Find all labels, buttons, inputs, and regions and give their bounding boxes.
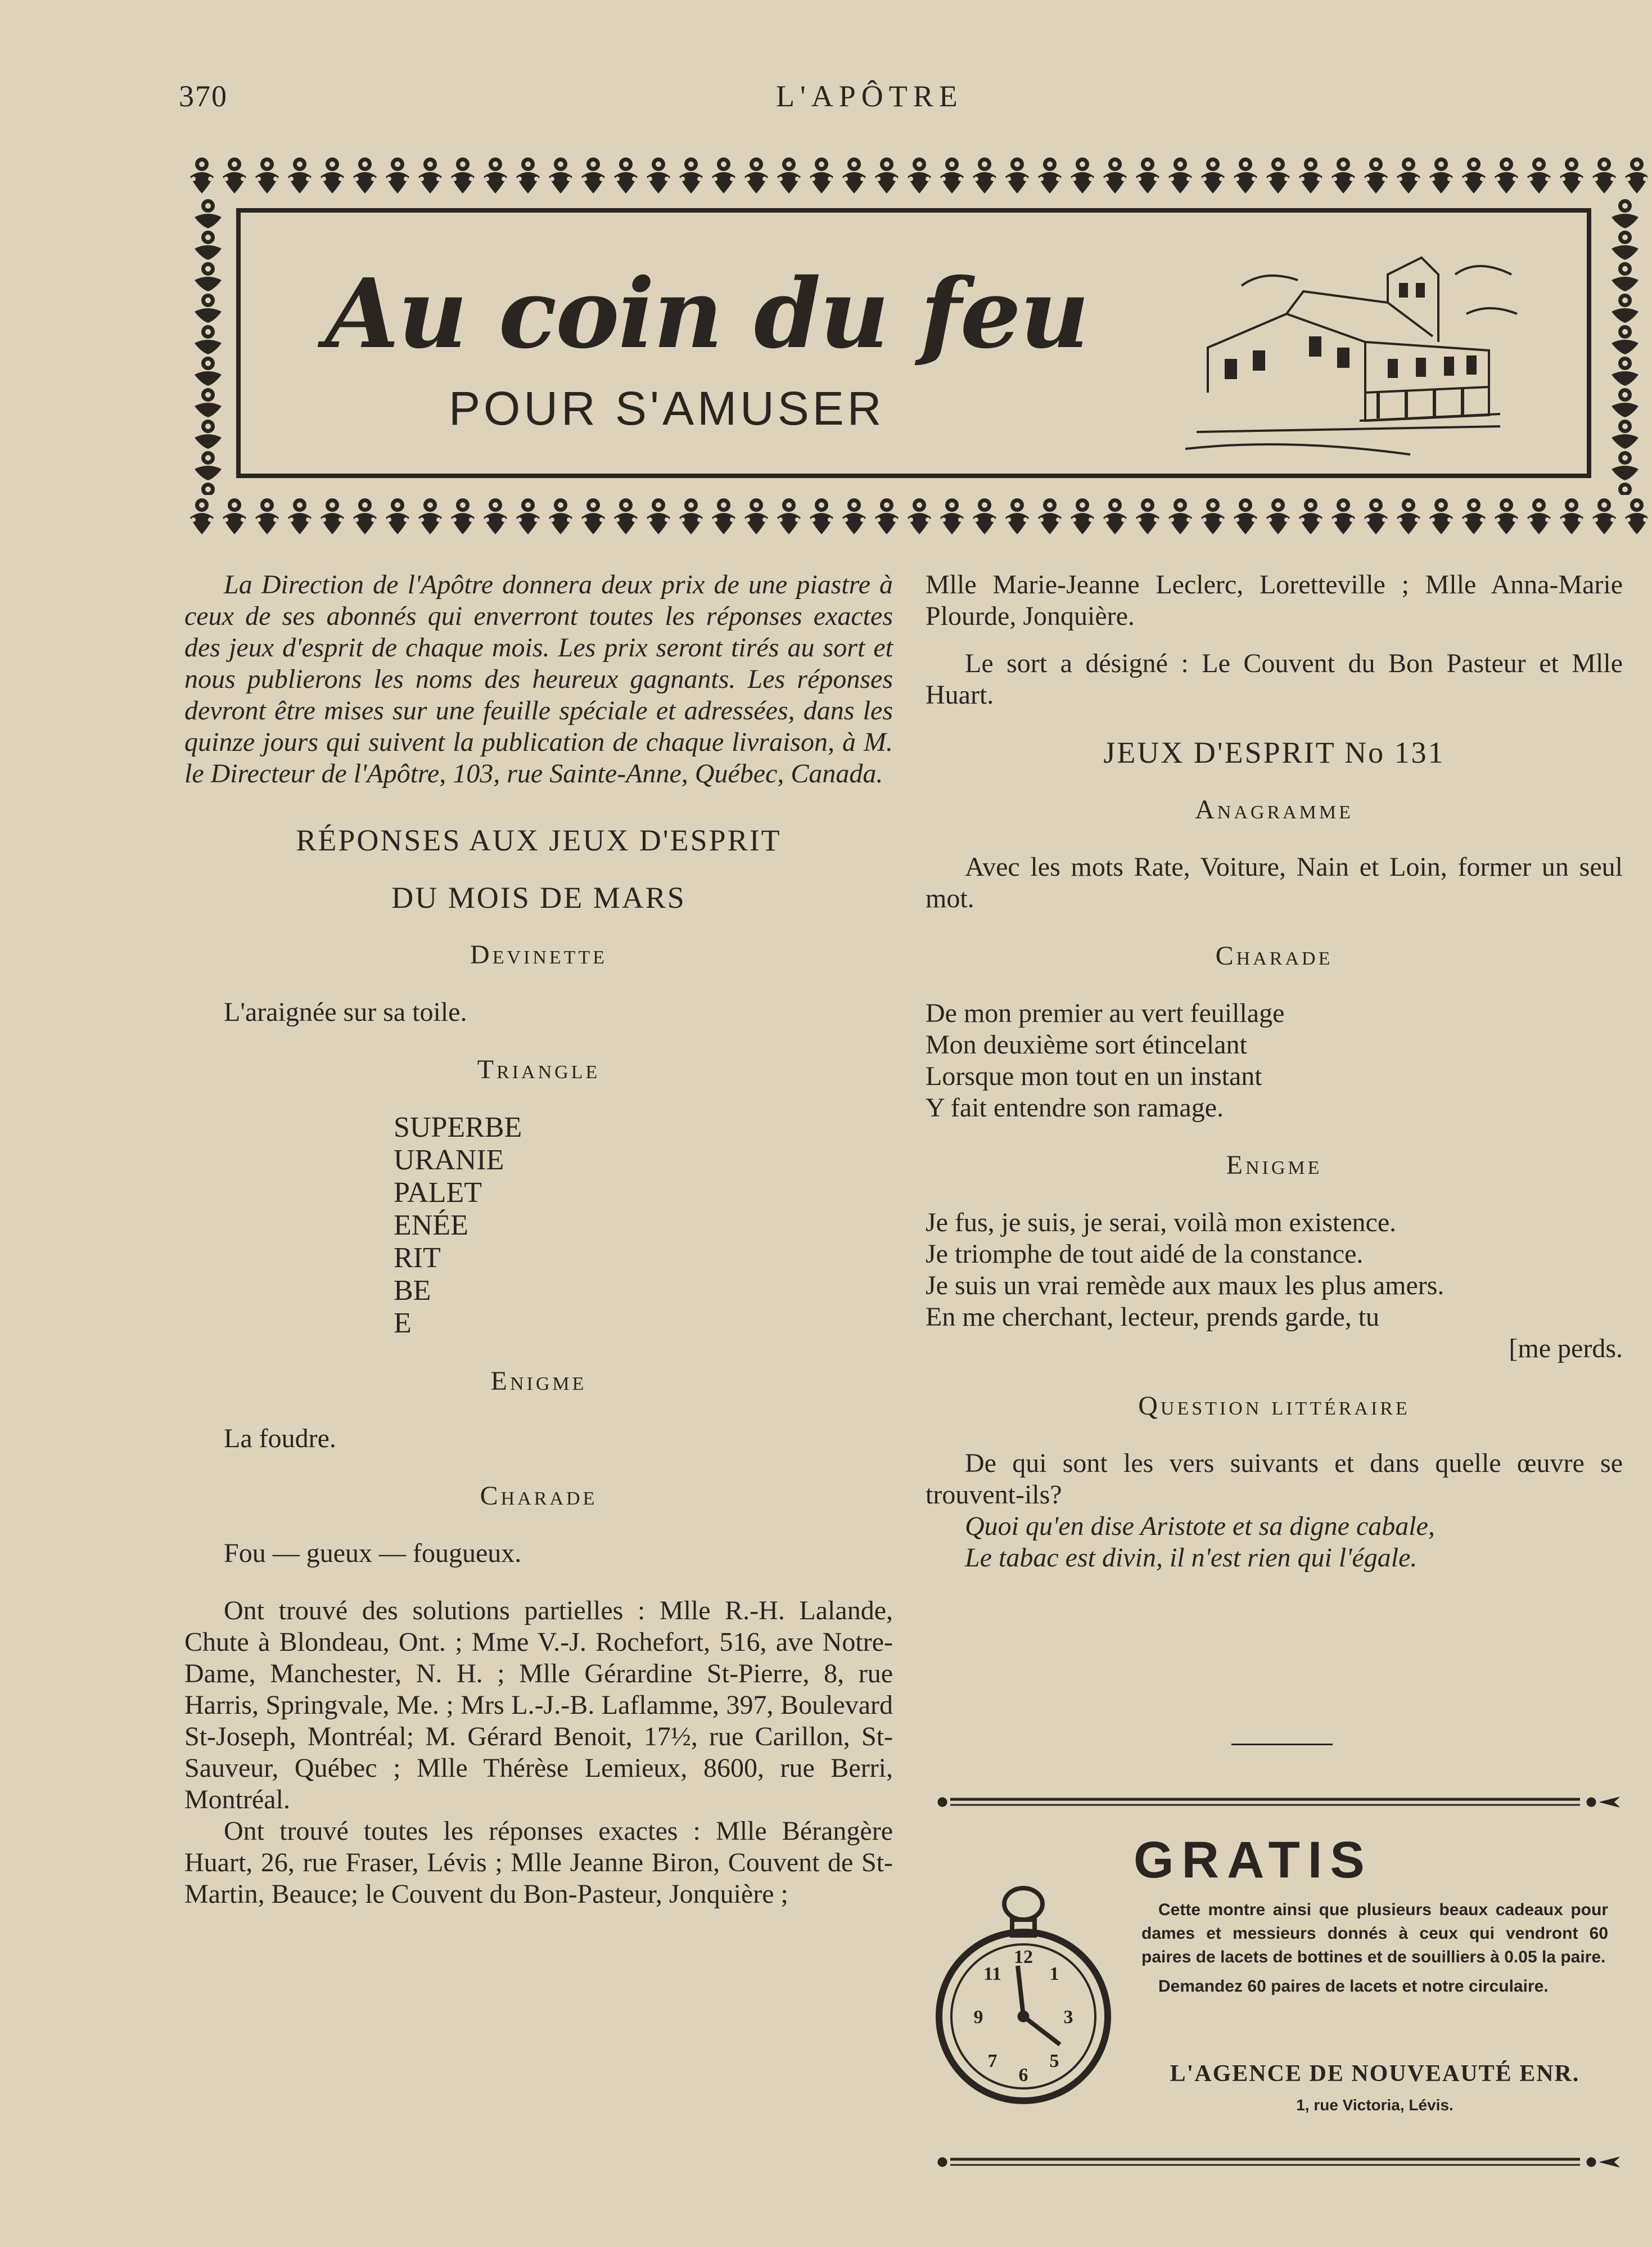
verse-line: En me cherchant, lecteur, prends garde, tu xyxy=(926,1302,1380,1332)
left-column xyxy=(184,569,893,1910)
section-title: Au coin du feu xyxy=(325,258,1089,370)
triangle-line: PALET xyxy=(394,1177,482,1209)
answers-heading: RÉPONSES AUX JEUX D'ESPRIT xyxy=(296,823,782,857)
question-label: Question littéraire xyxy=(1138,1391,1410,1421)
svg-text:11: 11 xyxy=(983,1964,1002,1984)
ornamental-rule-icon xyxy=(933,1791,1631,1814)
ad-heading: GRATIS xyxy=(1134,1831,1373,1889)
enigme-label: Enigme xyxy=(490,1366,587,1396)
all-answers-paragraph: Ont trouvé toutes les réponses exactes : Mlle Bérangère Huart, 26, rue Fraser, Lévis ; Mlle Jeanne Biron, Couvent de St-Martin, Beauce; le Couvent du Bon-Pasteur, Jonquière ; xyxy=(184,1816,893,1909)
running-title: L'APÔTRE xyxy=(776,79,963,113)
charade-label: Charade xyxy=(1215,941,1333,971)
verse-line: De mon premier au vert feuillage xyxy=(926,998,1285,1028)
devinette-answer: L'araignée sur sa toile. xyxy=(224,997,467,1027)
charade-label: Charade xyxy=(480,1481,598,1511)
draw-result-paragraph: Le sort a désigné : Le Couvent du Bon Pasteur et Mlle Huart. xyxy=(926,649,1623,710)
charade-answer: Fou — gueux — fougueux. xyxy=(224,1538,522,1568)
verse-line: Le tabac est divin, il n'est rien qui l'égale. xyxy=(965,1543,1418,1573)
svg-text:12: 12 xyxy=(1014,1947,1033,1967)
ornamental-frieze-icon xyxy=(186,197,231,495)
svg-text:3: 3 xyxy=(1063,2007,1073,2028)
svg-text:5: 5 xyxy=(1049,2051,1059,2072)
devinette-label: Devinette xyxy=(470,940,607,970)
house-illustration-icon xyxy=(1174,252,1523,466)
anagramme-label: Anagramme xyxy=(1195,795,1353,825)
triangle-line: SUPERBE xyxy=(394,1111,522,1143)
partial-solutions-paragraph: Ont trouvé des solutions partielles : Mlle R.-H. Lalande, Chute à Blondeau, Ont. ; Mme V.-J. Rochefort, 516, ave Notre-Dame, Manchester, N. H. ; Mlle Gérardine St-Pierre, 8, rue Harris, Springvale, Me. ; Mrs L.-J.-B. Laflamme, 397, Boulevard St-Joseph, Montréal; M. Gérard Benoit, 17½, rue Carillon, St-Sauveur, Québec ; Mlle Thérèse Lemieux, 8600, rue Berri, Montréal. xyxy=(184,1596,893,1814)
verse-line: Lorsque mon tout en un instant xyxy=(926,1061,1262,1091)
section-subtitle: POUR S'AMUSER xyxy=(449,382,885,435)
quote-verse xyxy=(965,1511,1623,1574)
verse-line: Quoi qu'en dise Aristote et sa digne cabale, xyxy=(965,1511,1435,1541)
question-paragraph: De qui sont les vers suivants et dans quelle œuvre se trouvent-ils? xyxy=(926,1448,1623,1510)
all-answers-continued: Mlle Marie-Jeanne Leclerc, Loretteville ; Mlle Anna-Marie Plourde, Jonquière. xyxy=(926,570,1623,631)
enigme-verse xyxy=(926,1207,1623,1365)
pocket-watch-illustration-icon xyxy=(933,1859,1119,2129)
verse-line: Je triomphe de tout aidé de la constance. xyxy=(926,1239,1364,1269)
page-number: 370 xyxy=(179,79,228,113)
agency-name: L'AGENCE DE NOUVEAUTÉ ENR. xyxy=(1170,2061,1580,2087)
anagramme-paragraph: Avec les mots Rate, Voiture, Nain et Loin, former un seul mot. xyxy=(926,852,1623,913)
advertisement xyxy=(933,1791,1631,2180)
triangle-line: BE xyxy=(394,1275,431,1307)
svg-text:9: 9 xyxy=(973,2007,983,2028)
answers-heading-month: DU MOIS DE MARS xyxy=(391,881,686,915)
svg-text:1: 1 xyxy=(1049,1964,1059,1984)
verse-line: [me perds. xyxy=(1509,1334,1623,1363)
intro-paragraph: La Direction de l'Apôtre donnera deux prix de une piastre à ceux de ses abonnés qui enverront toutes les réponses exactes des jeux d'esprit de chaque mois. Les prix seront tirés au sort et nous publierons les noms des heureux gagnants. Les réponses devront être mises sur une feuille spéciale et adressées, dans les quinze jours qui suivent la publication de chaque livraison, à M. le Directeur de l'Apôtre, 103, rue Sainte-Anne, Québec, Canada. xyxy=(184,570,893,789)
agency-address: 1, rue Victoria, Lévis. xyxy=(1296,2096,1454,2114)
right-column xyxy=(926,569,1623,1574)
triangle-line: ENÉE xyxy=(394,1209,468,1241)
triangle-answer xyxy=(394,1111,893,1340)
ornamental-frieze-icon xyxy=(186,493,1648,538)
section-banner xyxy=(186,152,1648,540)
ad-paragraph: Cette montre ainsi que plusieurs beaux cadeaux pour dames et messieurs donnés à ceux qui vendront 60 paires de lacets de bottines et de souilliers à 0.05 la paire. xyxy=(1141,1901,1608,1966)
ad-paragraph: Demandez 60 paires de lacets et notre circulaire. xyxy=(1158,1977,1549,1996)
ornamental-frieze-icon xyxy=(1603,197,1648,495)
triangle-line: RIT xyxy=(394,1242,441,1274)
triangle-line: URANIE xyxy=(394,1144,504,1176)
svg-text:6: 6 xyxy=(1018,2065,1028,2086)
verse-line: Y fait entendre son ramage. xyxy=(926,1093,1224,1123)
charade-verse xyxy=(926,998,1623,1124)
enigme-label: Enigme xyxy=(1226,1150,1322,1180)
jeux-heading: JEUX D'ESPRIT No 131 xyxy=(1103,736,1445,769)
ornamental-frieze-icon xyxy=(186,152,1648,197)
verse-line: Je fus, je suis, je serai, voilà mon existence. xyxy=(926,1208,1397,1237)
section-divider xyxy=(1231,1744,1333,1745)
triangle-line: E xyxy=(394,1307,412,1339)
ad-text xyxy=(1141,1898,1608,1998)
verse-line: Je suis un vrai remède aux maux les plus amers. xyxy=(926,1271,1445,1300)
ornamental-rule-icon xyxy=(933,2151,1631,2174)
verse-line: Mon deuxième sort étincelant xyxy=(926,1030,1247,1060)
banner-frame xyxy=(236,208,1591,478)
triangle-label: Triangle xyxy=(477,1055,601,1084)
enigme-answer: La foudre. xyxy=(224,1424,336,1453)
svg-text:7: 7 xyxy=(987,2051,997,2072)
